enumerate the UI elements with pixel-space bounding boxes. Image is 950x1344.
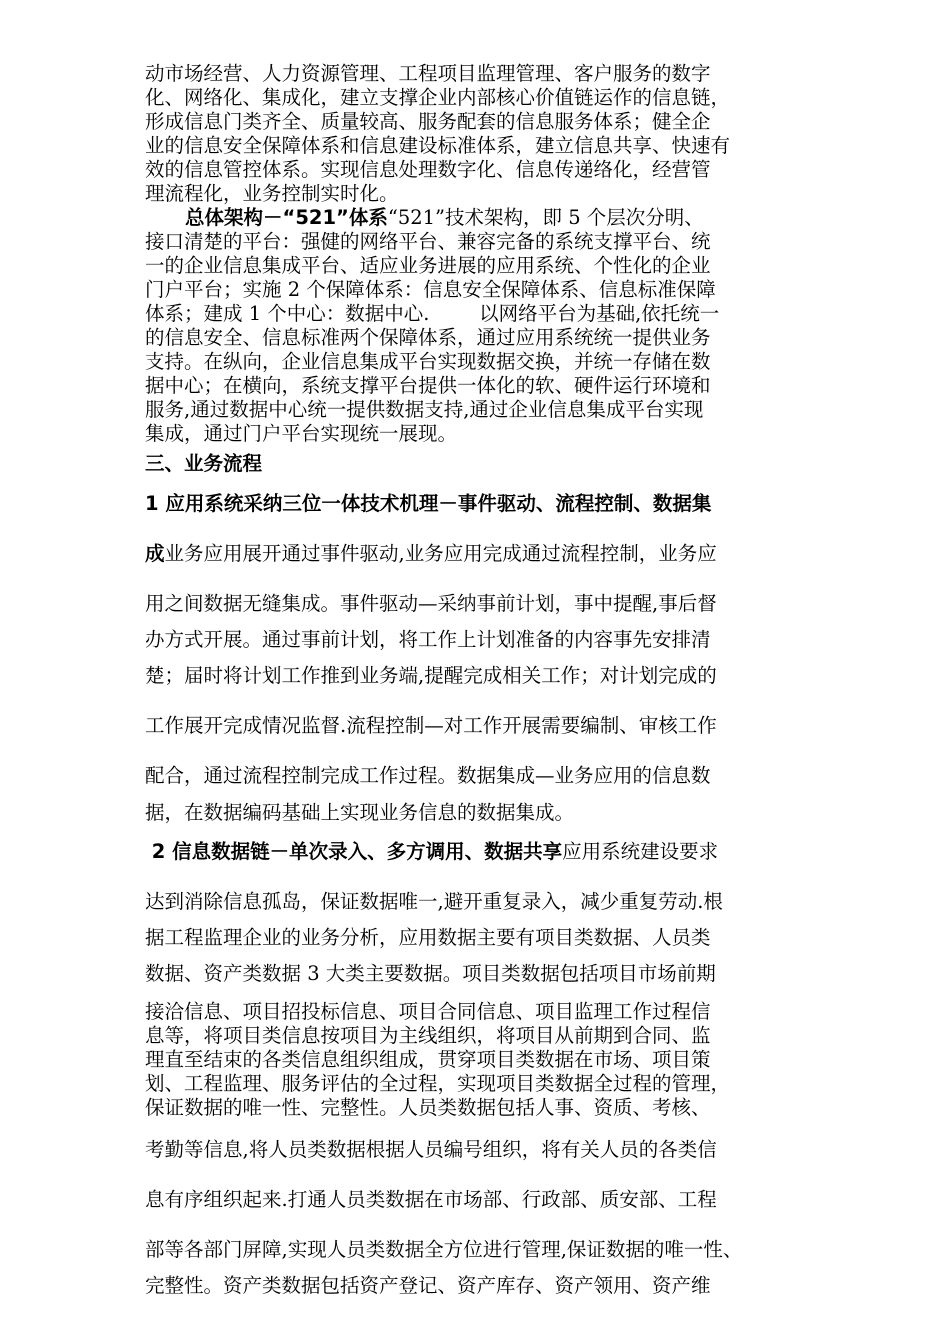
text-line: 用之间数据无缝集成。事件驱动—采纳事前计划，事中提醒,事后督 [145,592,717,615]
text-line: 息等，将项目类信息按项目为主线组织，将项目从前期到合同、监 [145,1024,711,1047]
text-line: 据，在数据编码基础上实现业务信息的数据集成。 [145,801,575,824]
text-line: 门户平台；实施 2 个保障体系：信息安全保障体系、信息标准保障 [145,278,716,301]
text-line: 据工程监理企业的业务分析，应用数据主要有项目类数据、人员类 [145,926,711,949]
text-line: 据中心；在横向，系统支撑平台提供一体化的软、硬件运行环境和 [145,374,711,397]
text-line: 达到消除信息孤岛，保证数据唯一,避开重复录入，减少重复劳动.根 [145,890,723,913]
text-line: 考勤等信息,将人员类数据根据人员编号组织，将有关人员的各类信 [145,1138,717,1161]
subsection-1-first-line [145,542,717,566]
text-line: 理流程化，业务控制实时化。 [145,182,399,205]
text-line: 配合，通过流程控制完成工作过程。数据集成—业务应用的信息数 [145,764,711,787]
text-line: 业的信息安全保障体系和信息建设标准体系，建立信息共享、快速有 [145,134,731,157]
text-line: 体系；建成 1 个中心：数据中心. 以网络平台为基础,依托统一 [145,302,720,325]
text-line: 的信息安全、信息标准两个保障体系，通过应用系统统一提供业务 [145,326,711,349]
subsection-2-heading-line [145,840,718,864]
text-line: 支持。在纵向，企业信息集成平台实现数据交换，并统一存储在数 [145,350,711,373]
text-line: 效的信息管控体系。实现信息处理数字化、信息传递络化，经营管 [145,158,711,181]
text-line: 数据、资产类数据 3 大类主要数据。项目类数据包括项目市场前期 [145,962,716,985]
text-line: 完整性。资产类数据包括资产登记、资产库存、资产领用、资产维 [145,1274,711,1297]
text-line: 集成，通过门户平台实现统一展现。 [145,422,458,445]
text-line: 划、工程监理、服务评估的全过程，实现项目类数据全过程的管理， [145,1072,731,1095]
text-line: 息有序组织起来.打通人员类数据在市场部、行政部、质安部、工程 [145,1188,717,1211]
text-line: 保证数据的唯一性、完整性。人员类数据包括人事、资质、考核、 [145,1096,711,1119]
text-span: 应用系统建设要求 [562,840,719,863]
text-line: 化、网络化、集成化，建立支撑企业内部核心价值链运作的信息链， [145,86,731,109]
heading-tail: 成 [145,542,165,565]
architecture-lead-text: “521”技术架构，即 5 个层次分明、 [387,206,704,229]
architecture-lead-line [185,206,704,230]
architecture-heading: 总体架构－“521”体系 [185,206,388,229]
text-line: 接洽信息、项目招投标信息、项目合同信息、项目监理工作过程信 [145,1000,711,1023]
text-line: 接口清楚的平台：强健的网络平台、兼容完备的系统支撑平台、统 [145,230,711,253]
section-heading: 三、业务流程 [145,452,263,475]
text-line: 形成信息门类齐全、质量较高、服务配套的信息服务体系；健全企 [145,110,711,133]
subsection-1-heading: 1 应用系统采纳三位一体技术机理－事件驱动、流程控制、数据集 [145,492,712,515]
subsection-2-heading: 2 信息数据链－单次录入、多方调用、数据共享 [145,840,563,863]
text-line: 楚；届时将计划工作推到业务端,提醒完成相关工作；对计划完成的 [145,664,717,687]
text-line: 办方式开展。通过事前计划，将工作上计划准备的内容事先安排清 [145,628,711,651]
text-span: 业务应用展开通过事件驱动,业务应用完成通过流程控制，业务应 [164,542,717,565]
text-line: 服务,通过数据中心统一提供数据支持,通过企业信息集成平台实现 [145,398,704,421]
text-line: 理直至结束的各类信息组织组成，贯穿项目类数据在市场、项目策 [145,1048,711,1071]
text-line: 工作展开完成情况监督.流程控制—对工作开展需要编制、审核工作 [145,714,717,737]
text-line: 部等各部门屏障,实现人员类数据全方位进行管理,保证数据的唯一性、 [145,1238,743,1261]
text-line: 动市场经营、人力资源管理、工程项目监理管理、客户服务的数字 [145,62,711,85]
text-line: 一的企业信息集成平台、适应业务进展的应用系统、个性化的企业 [145,254,711,277]
